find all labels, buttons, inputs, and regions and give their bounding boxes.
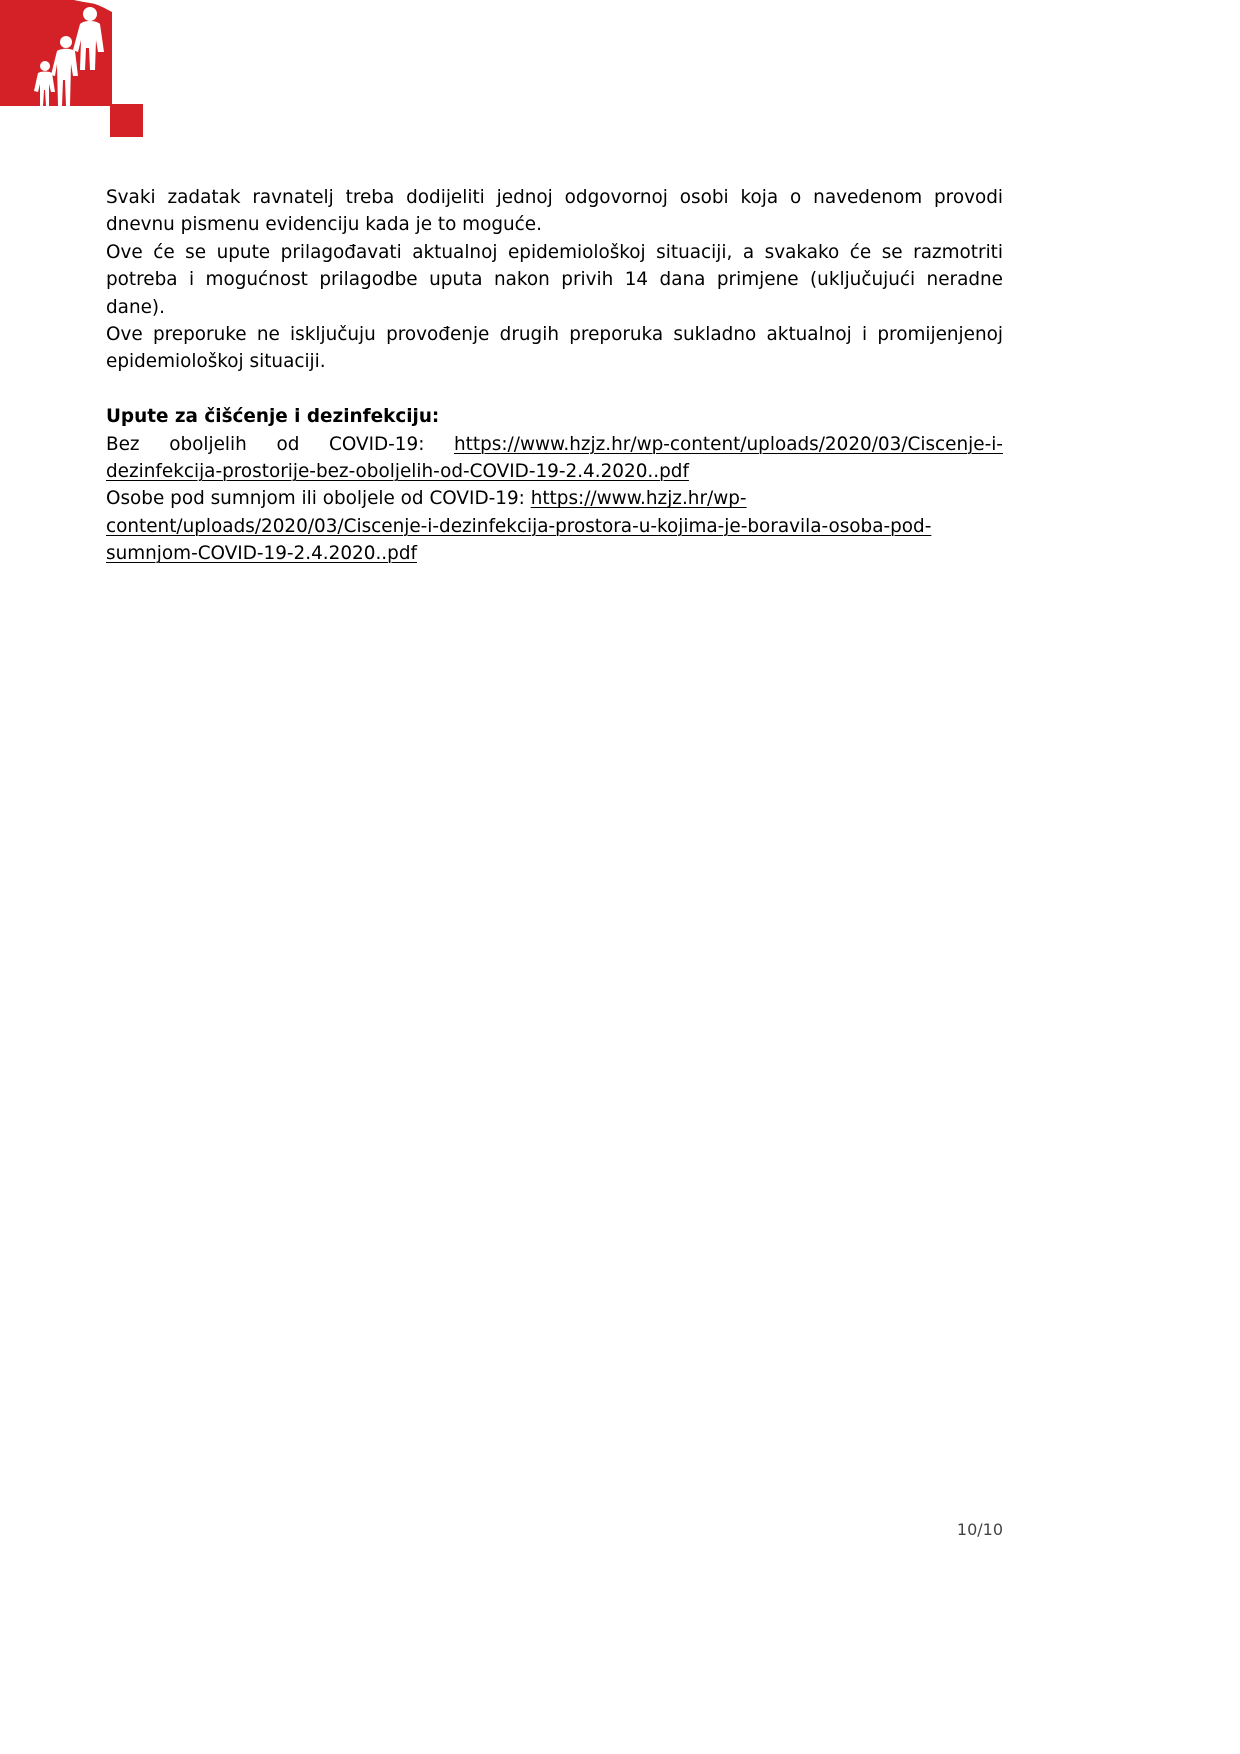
without-ill-link-part-2[interactable]: dezinfekcija-prostorije-bez-oboljelih-od-COVID-19-2.4.2020..pdf <box>106 461 689 483</box>
suspected-ill-link-part-2[interactable]: content/uploads/2020/03/Ciscenje-i-dezinfekcija-prostora-u-kojima-je-boravila-osoba-pod- <box>106 515 932 537</box>
suspected-ill-link[interactable]: https://www.hzjz.hr/wp- <box>530 488 747 510</box>
without-ill-label-word: COVID-19: <box>329 433 425 455</box>
family-silhouette-logo-icon <box>0 0 112 106</box>
suspected-ill-line <box>106 485 1003 512</box>
without-ill-line <box>106 431 1003 458</box>
without-ill-label-word: Bez <box>106 433 140 455</box>
without-ill-label-word: oboljelih <box>169 433 247 455</box>
without-ill-link-continuation <box>106 458 1003 485</box>
paragraph-spacer <box>106 376 1003 403</box>
paragraph-instruction-adjustment: Ove će se upute prilagođavati aktualnoj epidemiološkoj situaciji, a svakako će se razmotriti potreba i mogućnost prilagodbe uputa nakon privih 14 dana primjene (uključujući neradne dane). <box>106 241 1003 318</box>
document-body <box>106 184 1003 568</box>
without-ill-link[interactable]: https://www.hzjz.hr/wp-content/uploads/2020/03/Ciscenje-i- <box>454 433 1003 455</box>
without-ill-label-word: od <box>276 433 300 455</box>
suspected-ill-link-continuation <box>106 513 1003 540</box>
paragraph-recommendations: Ove preporuke ne isključuju provođenje drugih preporuka sukladno aktualnoj i promijenjenoj epidemiološkoj situaciji. <box>106 324 1003 373</box>
page-number: 10/10 <box>956 1520 1003 1539</box>
suspected-ill-label: Osobe pod sumnjom ili oboljele od COVID-19: <box>106 488 531 510</box>
suspected-ill-link-part-3[interactable]: sumnjom-COVID-19-2.4.2020..pdf <box>106 543 417 565</box>
brand-square-icon <box>110 104 143 137</box>
cleaning-heading: Upute za čišćenje i dezinfekciju: <box>106 406 440 428</box>
paragraph-task-assignment: Svaki zadatak ravnatelj treba dodijeliti jednoj odgovornoj osobi koja o navedenom provodi dnevnu pismenu evidenciju kada je to moguće. <box>106 187 1003 236</box>
suspected-ill-link-continuation <box>106 540 1003 567</box>
